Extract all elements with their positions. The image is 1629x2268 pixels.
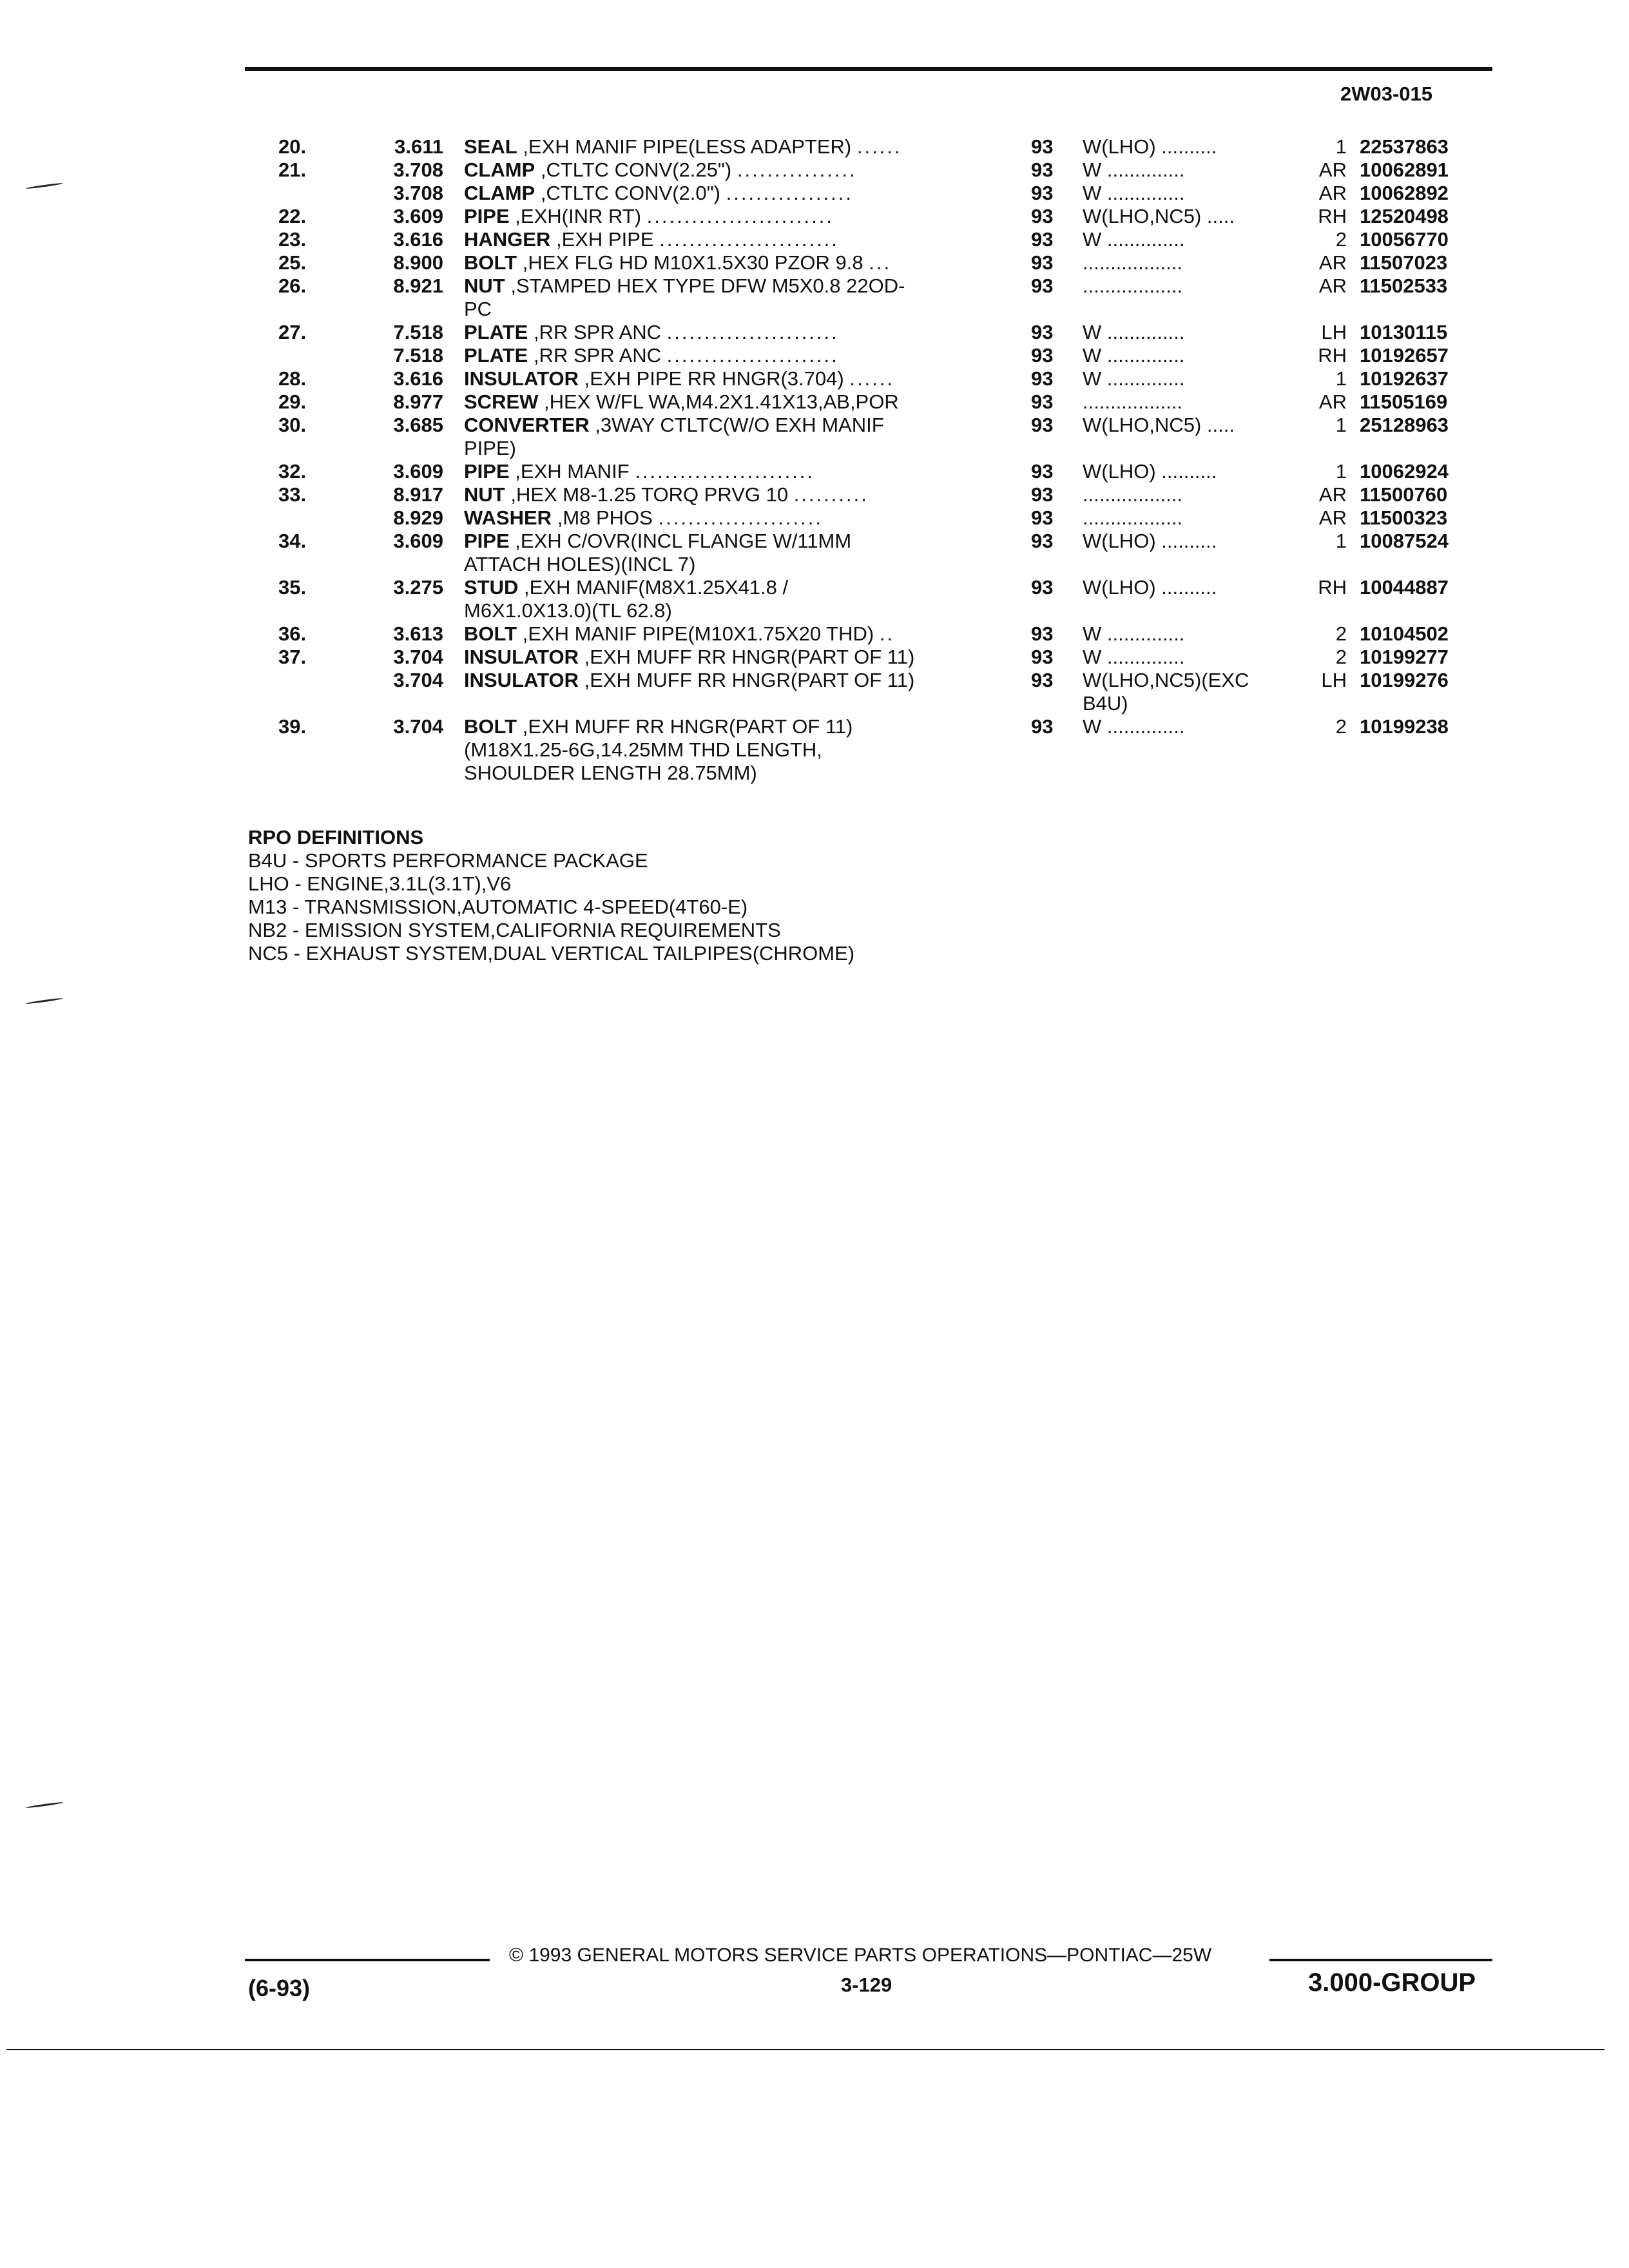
part-row — [0, 738, 1629, 762]
part-detail: SHOULDER LENGTH 28.75MM) — [464, 762, 757, 784]
part-description — [464, 251, 992, 274]
group-number: 8.921 — [393, 274, 443, 297]
quantity: LH — [1321, 321, 1347, 343]
part-row — [0, 669, 1629, 692]
rpo-definitions — [248, 826, 854, 965]
part-description — [464, 738, 992, 762]
group-number: 3.704 — [393, 715, 443, 738]
ref-number: 35. — [278, 576, 307, 599]
footer-copyright: © 1993 GENERAL MOTORS SERVICE PARTS OPERATIONS—PONTIAC—25W — [509, 1945, 1212, 1966]
part-description — [464, 483, 992, 506]
rpo-title: RPO DEFINITIONS — [248, 826, 424, 849]
series-usage: B4U) — [1083, 692, 1128, 715]
part-row — [0, 599, 1629, 622]
part-name: WASHER — [464, 506, 552, 529]
footer-rule-left — [245, 1959, 490, 1961]
series-usage: W(LHO) .......... — [1083, 135, 1217, 158]
part-description — [464, 530, 992, 553]
ref-number: 33. — [278, 483, 307, 506]
part-number: 10199238 — [1360, 715, 1449, 738]
ref-number: 36. — [278, 622, 307, 645]
quantity: 2 — [1335, 646, 1347, 668]
model-year: 93 — [1031, 669, 1054, 691]
part-detail: ,HEX W/FL WA,M4.2X1.41X13,AB,POR — [544, 390, 899, 413]
ref-number: 28. — [278, 367, 307, 390]
leader-dots: ... — [869, 251, 892, 274]
part-name: CONVERTER — [464, 414, 590, 436]
ref-number: 32. — [278, 460, 307, 483]
part-number: 10087524 — [1360, 530, 1449, 552]
model-year: 93 — [1031, 344, 1054, 367]
quantity: 1 — [1335, 460, 1347, 483]
quantity: 1 — [1335, 135, 1347, 158]
leader-dots: ......................... — [646, 205, 834, 227]
quantity: AR — [1318, 483, 1347, 506]
part-detail: M6X1.0X13.0)(TL 62.8) — [464, 599, 672, 622]
part-name: SCREW — [464, 390, 539, 413]
model-year: 93 — [1031, 182, 1054, 204]
part-detail: PC — [464, 298, 492, 320]
ref-number: 22. — [278, 205, 307, 227]
part-name: PIPE — [464, 460, 510, 483]
ref-number: 30. — [278, 414, 307, 436]
footer-date: (6-93) — [248, 1975, 311, 2001]
part-description — [464, 622, 992, 646]
ref-number: 29. — [278, 390, 307, 413]
part-number: 10199277 — [1360, 646, 1449, 668]
part-description — [464, 669, 992, 692]
part-detail: ATTACH HOLES)(INCL 7) — [464, 553, 696, 575]
series-usage: .................. — [1083, 251, 1183, 274]
part-row — [0, 274, 1629, 298]
part-name: BOLT — [464, 251, 517, 274]
part-row — [0, 228, 1629, 251]
leader-dots: ........................ — [635, 460, 815, 483]
part-row — [0, 646, 1629, 669]
part-row — [0, 135, 1629, 159]
quantity: AR — [1318, 182, 1347, 204]
part-row — [0, 460, 1629, 483]
quantity: 2 — [1335, 622, 1347, 645]
ref-number: 20. — [278, 135, 307, 158]
rpo-item: B4U - SPORTS PERFORMANCE PACKAGE — [248, 849, 648, 872]
group-number: 3.609 — [393, 460, 443, 483]
quantity: AR — [1318, 506, 1347, 529]
model-year: 93 — [1031, 460, 1054, 483]
ref-number: 34. — [278, 530, 307, 552]
part-description — [464, 762, 992, 785]
series-usage: W .............. — [1083, 715, 1185, 738]
model-year: 93 — [1031, 321, 1054, 343]
group-number: 3.613 — [393, 622, 443, 645]
part-number: 10192637 — [1360, 367, 1449, 390]
part-name: INSULATOR — [464, 669, 579, 691]
part-number: 11500760 — [1360, 483, 1448, 506]
part-description — [464, 599, 992, 622]
series-usage: W .............. — [1083, 367, 1185, 390]
part-number: 11505169 — [1360, 390, 1448, 413]
part-detail: ,RR SPR ANC — [533, 321, 662, 343]
part-row — [0, 321, 1629, 344]
part-number: 10062924 — [1360, 460, 1449, 483]
model-year: 93 — [1031, 646, 1054, 668]
part-description — [464, 506, 992, 530]
ref-number: 27. — [278, 321, 307, 343]
leader-dots: ................ — [737, 159, 857, 181]
part-name: BOLT — [464, 622, 517, 645]
series-usage: W(LHO,NC5) ..... — [1083, 414, 1235, 436]
group-number: 8.929 — [393, 506, 443, 529]
part-name: PIPE — [464, 205, 510, 227]
series-usage: W(LHO,NC5) ..... — [1083, 205, 1235, 227]
page-code: 2W03-015 — [1340, 82, 1433, 105]
part-detail: ,EXH(INR RT) — [515, 205, 642, 227]
ref-number: 37. — [278, 646, 307, 668]
part-detail: ,3WAY CTLTC(W/O EXH MANIF — [595, 414, 884, 436]
leader-dots: ................. — [726, 182, 854, 204]
header-rule — [245, 67, 1492, 71]
model-year: 93 — [1031, 274, 1054, 297]
part-row — [0, 390, 1629, 414]
part-row — [0, 530, 1629, 553]
footer-rule-right — [1269, 1959, 1492, 1961]
part-row — [0, 715, 1629, 738]
part-detail: ,RR SPR ANC — [533, 344, 662, 367]
part-description — [464, 715, 992, 738]
part-description — [464, 390, 992, 414]
series-usage: W .............. — [1083, 646, 1185, 668]
ref-number: 25. — [278, 251, 307, 274]
group-number: 3.609 — [393, 530, 443, 552]
group-number: 8.917 — [393, 483, 443, 506]
model-year: 93 — [1031, 530, 1054, 552]
part-name: STUD — [464, 576, 519, 599]
part-detail: ,HEX FLG HD M10X1.5X30 PZOR 9.8 — [522, 251, 863, 274]
group-number: 3.616 — [393, 367, 443, 390]
group-number: 3.275 — [393, 576, 443, 599]
part-number: 25128963 — [1360, 414, 1449, 436]
group-number: 3.616 — [393, 228, 443, 251]
part-description — [464, 205, 992, 228]
group-number: 3.704 — [393, 646, 443, 668]
quantity: AR — [1318, 251, 1347, 274]
leader-dots: ....................... — [666, 344, 839, 367]
punch-mark-middle — [26, 997, 63, 1004]
part-name: NUT — [464, 274, 505, 297]
part-number: 11502533 — [1360, 274, 1448, 297]
part-detail: ,EXH PIPE — [555, 228, 654, 251]
series-usage: .................. — [1083, 506, 1183, 529]
model-year: 93 — [1031, 159, 1054, 181]
group-number: 7.518 — [393, 344, 443, 367]
part-row — [0, 205, 1629, 228]
quantity: AR — [1318, 274, 1347, 297]
part-description — [464, 437, 992, 460]
series-usage: W .............. — [1083, 321, 1185, 343]
quantity: RH — [1318, 205, 1347, 227]
part-number: 22537863 — [1360, 135, 1449, 158]
group-number: 8.977 — [393, 390, 443, 413]
group-number: 3.685 — [393, 414, 443, 436]
part-name: PIPE — [464, 530, 510, 552]
part-number: 10062892 — [1360, 182, 1449, 204]
model-year: 93 — [1031, 414, 1054, 436]
quantity: 1 — [1335, 367, 1347, 390]
part-row — [0, 692, 1629, 715]
series-usage: W .............. — [1083, 159, 1185, 181]
group-number: 3.609 — [393, 205, 443, 227]
ref-number: 39. — [278, 715, 307, 738]
group-number: 7.518 — [393, 321, 443, 343]
model-year: 93 — [1031, 228, 1054, 251]
part-name: PLATE — [464, 321, 528, 343]
part-name: SEAL — [464, 135, 517, 158]
footer-group: 3.000-GROUP — [1308, 1968, 1476, 1997]
leader-dots: .......... — [793, 483, 869, 506]
part-description — [464, 646, 992, 669]
model-year: 93 — [1031, 390, 1054, 413]
quantity: RH — [1318, 344, 1347, 367]
parts-list — [0, 135, 1629, 785]
part-name: PLATE — [464, 344, 528, 367]
part-row — [0, 159, 1629, 182]
part-name: INSULATOR — [464, 646, 579, 668]
series-usage: W(LHO,NC5)(EXC — [1083, 669, 1249, 691]
part-name: BOLT — [464, 715, 517, 738]
quantity: RH — [1318, 576, 1347, 599]
ref-number: 23. — [278, 228, 307, 251]
part-number: 10199276 — [1360, 669, 1449, 691]
part-detail: ,EXH MANIF PIPE(M10X1.75X20 THD) — [522, 622, 874, 645]
leader-dots: ...................... — [658, 506, 823, 529]
part-detail: ,STAMPED HEX TYPE DFW M5X0.8 22OD- — [510, 274, 905, 297]
part-detail: ,EXH C/OVR(INCL FLANGE W/11MM — [515, 530, 852, 552]
part-number: 10044887 — [1360, 576, 1449, 599]
model-year: 93 — [1031, 506, 1054, 529]
model-year: 93 — [1031, 135, 1054, 158]
quantity: 2 — [1335, 715, 1347, 738]
model-year: 93 — [1031, 576, 1054, 599]
part-row — [0, 298, 1629, 321]
quantity: 1 — [1335, 414, 1347, 436]
part-description — [464, 182, 992, 205]
part-description — [464, 159, 992, 182]
series-usage: .................. — [1083, 390, 1183, 413]
model-year: 93 — [1031, 622, 1054, 645]
group-number: 3.704 — [393, 669, 443, 691]
part-name: NUT — [464, 483, 505, 506]
quantity: AR — [1318, 159, 1347, 181]
part-number: 10062891 — [1360, 159, 1449, 181]
part-description — [464, 553, 992, 576]
leader-dots: .. — [879, 622, 895, 645]
series-usage: W(LHO) .......... — [1083, 530, 1217, 552]
part-number: 10104502 — [1360, 622, 1449, 645]
rpo-item: LHO - ENGINE,3.1L(3.1T),V6 — [248, 872, 512, 895]
part-row — [0, 483, 1629, 506]
group-number: 3.708 — [393, 182, 443, 204]
part-detail: (M18X1.25-6G,14.25MM THD LENGTH, — [464, 738, 822, 761]
ref-number: 26. — [278, 274, 307, 297]
series-usage: W .............. — [1083, 622, 1185, 645]
part-detail: ,EXH MUFF RR HNGR(PART OF 11) — [584, 646, 915, 668]
series-usage: .................. — [1083, 274, 1183, 297]
part-detail: ,EXH MANIF PIPE(LESS ADAPTER) — [523, 135, 852, 158]
part-detail: ,CTLTC CONV(2.0") — [540, 182, 720, 204]
part-description — [464, 321, 992, 344]
part-description — [464, 135, 992, 159]
page-bottom-rule — [6, 2049, 1605, 2050]
part-description — [464, 460, 992, 483]
part-detail: ,EXH PIPE RR HNGR(3.704) — [584, 367, 844, 390]
quantity: AR — [1318, 390, 1347, 413]
part-row — [0, 414, 1629, 437]
part-number: 10192657 — [1360, 344, 1449, 367]
part-description — [464, 228, 992, 251]
series-usage: W .............. — [1083, 228, 1185, 251]
part-description — [464, 274, 992, 298]
part-number: 12520498 — [1360, 205, 1449, 227]
part-row — [0, 576, 1629, 599]
part-detail: ,HEX M8-1.25 TORQ PRVG 10 — [510, 483, 789, 506]
part-row — [0, 553, 1629, 576]
part-row — [0, 506, 1629, 530]
leader-dots: ........................ — [659, 228, 839, 251]
part-row — [0, 437, 1629, 460]
part-detail: ,CTLTC CONV(2.25") — [540, 159, 732, 181]
leader-dots: ...... — [849, 367, 895, 390]
part-row — [0, 622, 1629, 646]
group-number: 3.708 — [393, 159, 443, 181]
part-description — [464, 367, 992, 390]
punch-mark-bottom — [26, 1802, 63, 1809]
model-year: 93 — [1031, 483, 1054, 506]
part-detail: PIPE) — [464, 437, 516, 459]
series-usage: W .............. — [1083, 182, 1185, 204]
part-detail: ,M8 PHOS — [557, 506, 653, 529]
part-detail: ,EXH MANIF — [515, 460, 630, 483]
part-detail: ,EXH MUFF RR HNGR(PART OF 11) — [584, 669, 915, 691]
model-year: 93 — [1031, 251, 1054, 274]
leader-dots: ...... — [856, 135, 902, 158]
part-name: CLAMP — [464, 159, 535, 181]
quantity: LH — [1321, 669, 1347, 691]
model-year: 93 — [1031, 205, 1054, 227]
series-usage: W .............. — [1083, 344, 1185, 367]
rpo-item: M13 - TRANSMISSION,AUTOMATIC 4-SPEED(4T60-E) — [248, 896, 748, 918]
part-name: CLAMP — [464, 182, 535, 204]
series-usage: W(LHO) .......... — [1083, 576, 1217, 599]
part-description — [464, 414, 992, 437]
part-name: INSULATOR — [464, 367, 579, 390]
part-description — [464, 344, 992, 367]
part-row — [0, 344, 1629, 367]
part-description — [464, 576, 992, 599]
group-number: 8.900 — [393, 251, 443, 274]
part-row — [0, 251, 1629, 274]
ref-number: 21. — [278, 159, 307, 181]
part-number: 11507023 — [1360, 251, 1448, 274]
part-number: 11500323 — [1360, 506, 1448, 529]
footer-page-number: 3-129 — [841, 1974, 892, 1996]
series-usage: W(LHO) .......... — [1083, 460, 1217, 483]
rpo-item: NC5 - EXHAUST SYSTEM,DUAL VERTICAL TAILPIPES(CHROME) — [248, 942, 855, 965]
quantity: 2 — [1335, 228, 1347, 251]
leader-dots: ....................... — [666, 321, 839, 343]
part-number: 10056770 — [1360, 228, 1449, 251]
model-year: 93 — [1031, 367, 1054, 390]
part-description — [464, 298, 992, 321]
series-usage: .................. — [1083, 483, 1183, 506]
quantity: 1 — [1335, 530, 1347, 552]
part-detail: ,EXH MANIF(M8X1.25X41.8 / — [524, 576, 789, 599]
model-year: 93 — [1031, 715, 1054, 738]
part-detail: ,EXH MUFF RR HNGR(PART OF 11) — [522, 715, 853, 738]
part-row — [0, 182, 1629, 205]
part-name: HANGER — [464, 228, 551, 251]
part-row — [0, 367, 1629, 390]
part-number: 10130115 — [1360, 321, 1448, 343]
group-number: 3.611 — [394, 135, 443, 158]
part-row — [0, 762, 1629, 785]
rpo-item: NB2 - EMISSION SYSTEM,CALIFORNIA REQUIREMENTS — [248, 919, 781, 941]
